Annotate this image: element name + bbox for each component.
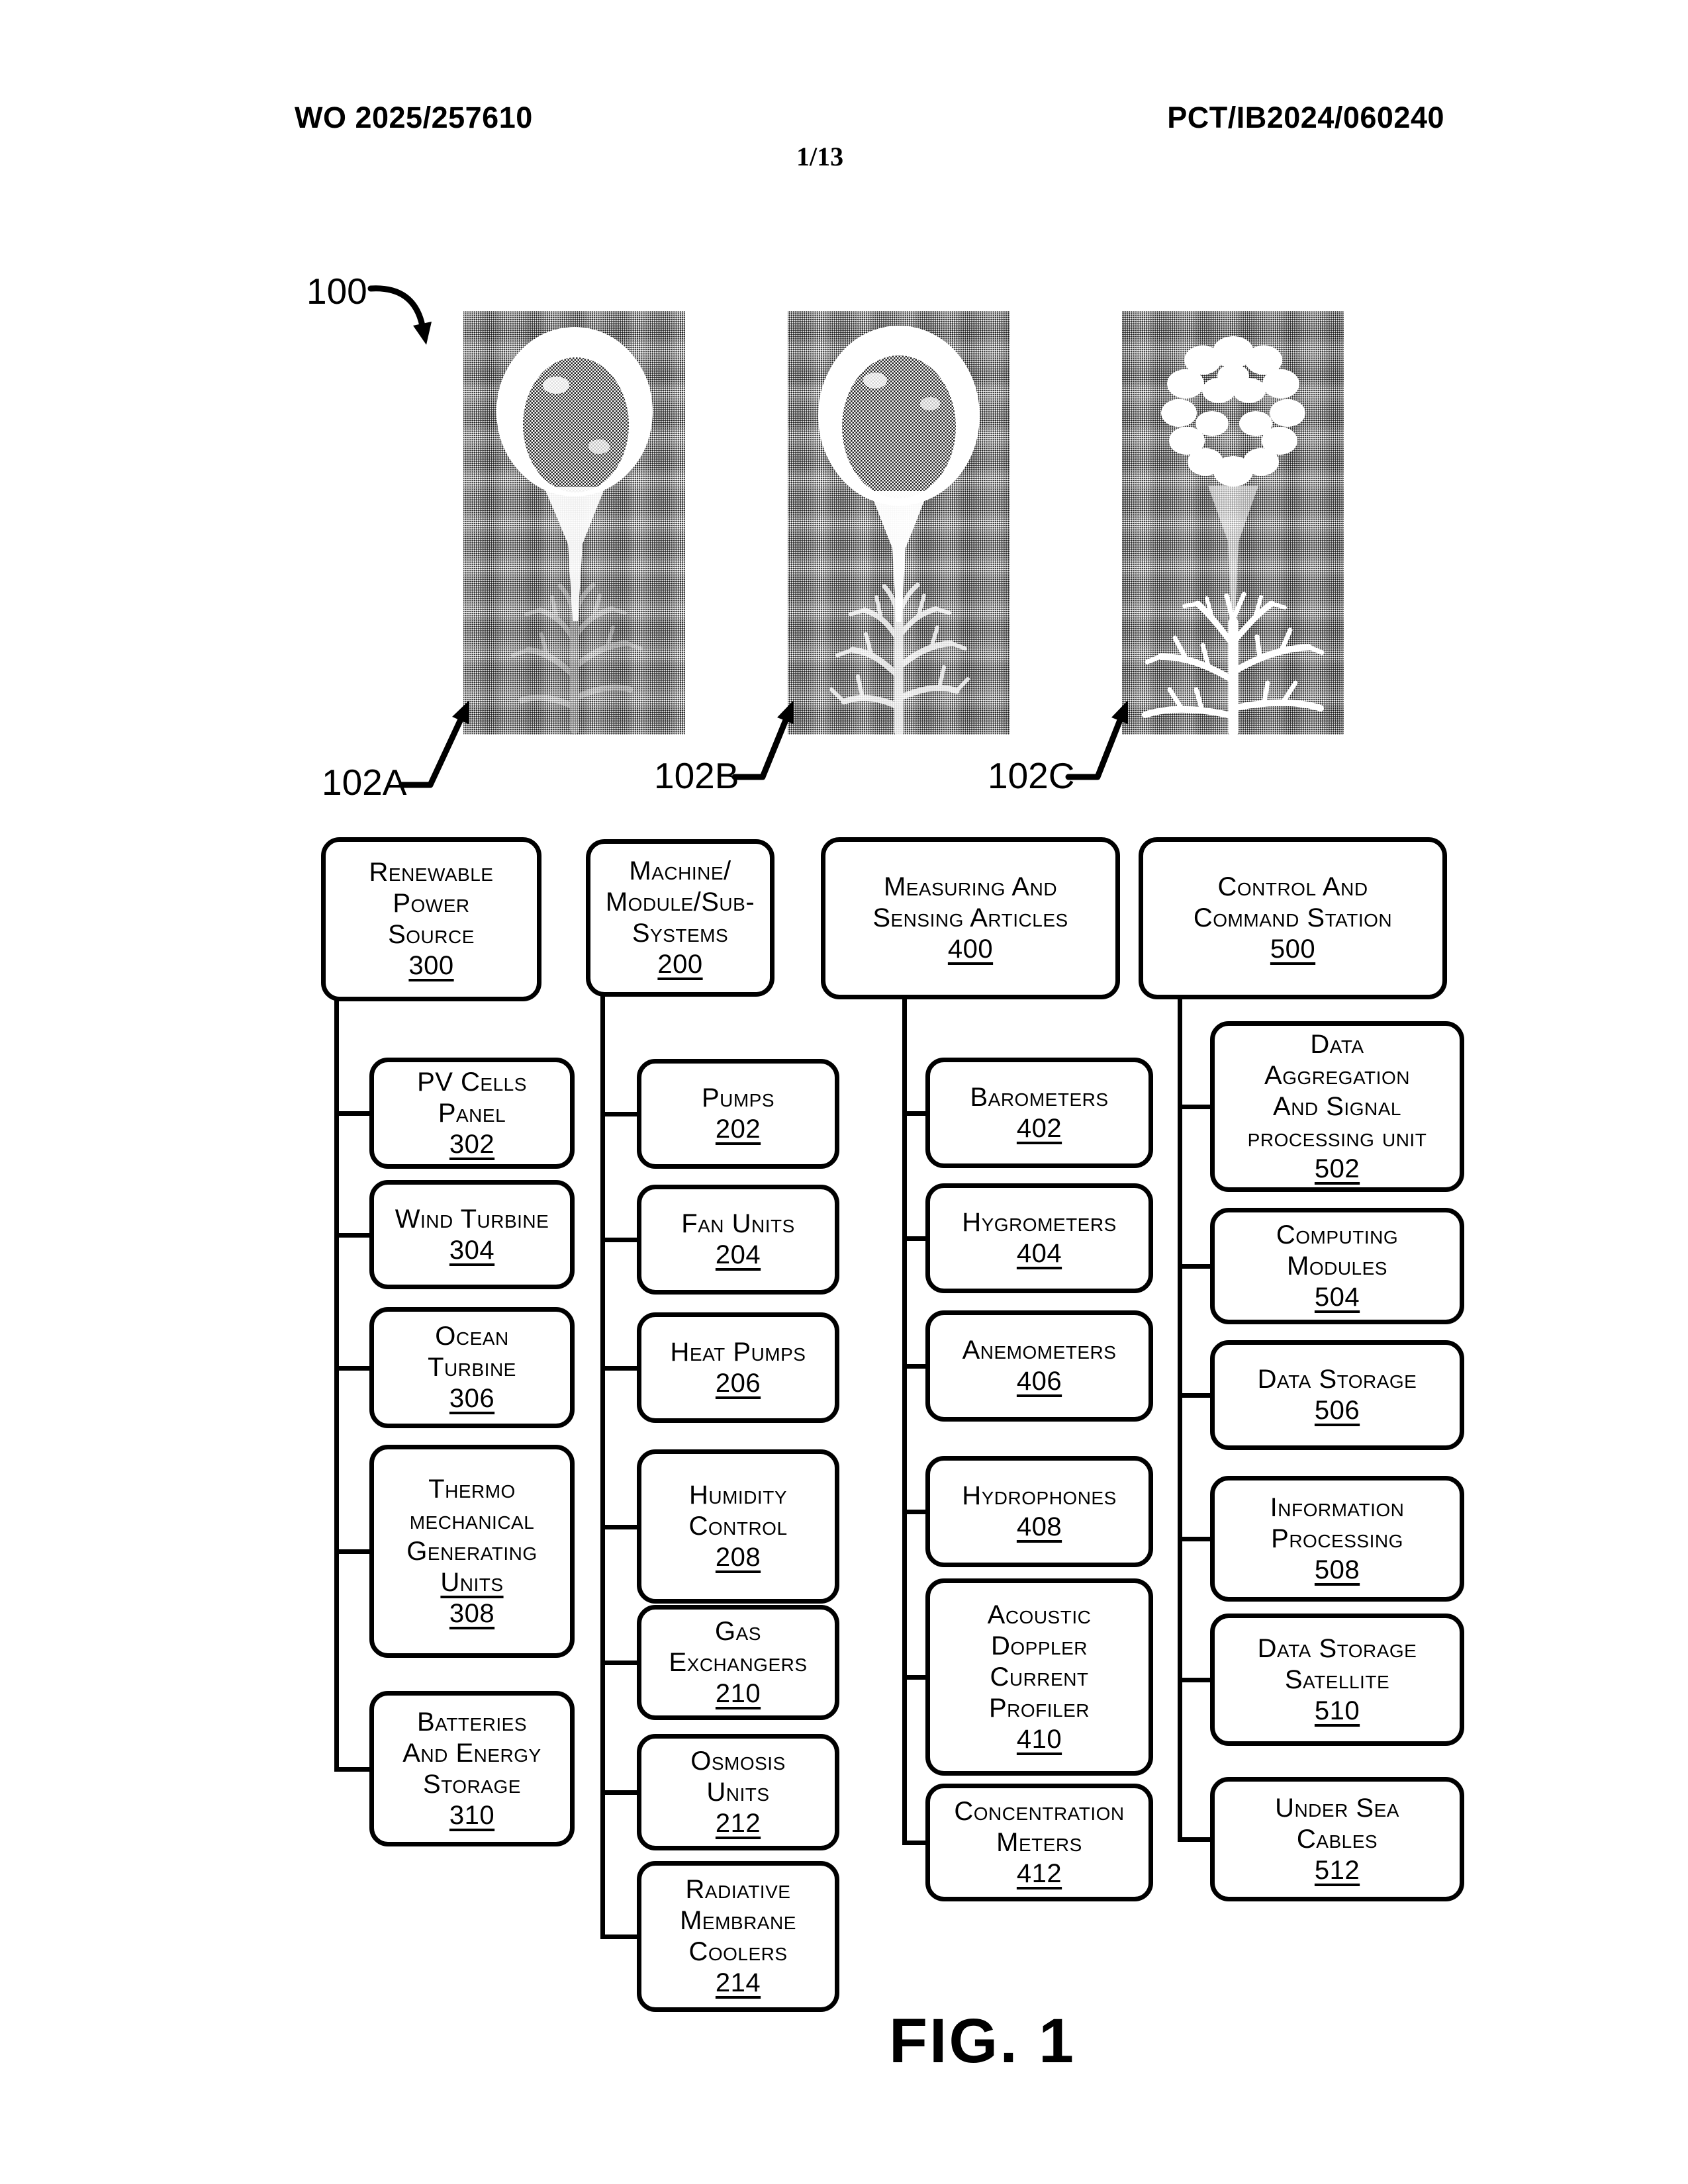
box-text-line: Meters xyxy=(996,1827,1082,1857)
child-box-208 xyxy=(637,1449,839,1604)
box-text-line: Doppler xyxy=(991,1631,1088,1661)
connector-line xyxy=(602,1112,639,1116)
box-ref-line: 210 xyxy=(715,1678,761,1708)
box-text-line: Thermo xyxy=(428,1474,516,1504)
box-text-line: Batteries xyxy=(416,1707,527,1737)
connector-line xyxy=(602,1366,639,1371)
child-box-310 xyxy=(369,1691,575,1846)
ref-100-arrow-line xyxy=(371,289,422,326)
connector-line xyxy=(602,1661,639,1665)
box-text-line: Source xyxy=(388,920,475,949)
connector-line xyxy=(1180,1393,1213,1398)
box-text-line: Current xyxy=(990,1662,1089,1692)
connector-line xyxy=(336,1767,372,1772)
box-text-line: Coolers xyxy=(688,1937,788,1966)
box-text-line: mechanical xyxy=(409,1505,535,1535)
connector-line xyxy=(1180,1264,1213,1269)
connector-line xyxy=(336,1366,372,1371)
box-text-line: Osmosis xyxy=(690,1746,786,1776)
box-ref-line: 212 xyxy=(715,1808,761,1838)
child-box-512 xyxy=(1210,1777,1464,1901)
application-number: PCT/IB2024/060240 xyxy=(1167,101,1444,134)
box-text-line: Pumps xyxy=(701,1083,775,1113)
panel-ref-label-102b: 102B xyxy=(654,755,739,796)
box-ref-line: 410 xyxy=(1016,1724,1062,1754)
box-text-line: Cables xyxy=(1296,1824,1378,1854)
box-ref-line: 208 xyxy=(715,1543,761,1572)
box-ref-line: 404 xyxy=(1016,1239,1062,1268)
box-text-line: Processing xyxy=(1271,1524,1403,1553)
connector-line xyxy=(336,1233,372,1238)
box-ref-line: 502 xyxy=(1314,1154,1360,1183)
connector-line xyxy=(1180,1678,1213,1682)
connector-line xyxy=(904,1510,928,1514)
connector-line xyxy=(602,1238,639,1242)
box-text-line: Gas xyxy=(715,1616,761,1646)
box-ref-line: 204 xyxy=(715,1240,761,1269)
box-ref-line: 504 xyxy=(1314,1282,1360,1312)
box-text-line: Renewable xyxy=(369,858,494,887)
child-box-304 xyxy=(369,1180,575,1289)
box-ref-line: 200 xyxy=(657,950,703,979)
child-box-510 xyxy=(1210,1614,1464,1746)
ref-102b-arrow-line xyxy=(735,720,786,777)
box-ref-line: Units xyxy=(440,1567,504,1597)
box-ref-line: 206 xyxy=(715,1368,761,1398)
box-text-line: Machine/ xyxy=(629,856,731,886)
box-text-line: Turbine xyxy=(428,1353,516,1382)
box-text-line: Radiative xyxy=(685,1875,791,1904)
system-ref-label: 100 xyxy=(306,271,367,312)
box-text-line: Systems xyxy=(632,919,729,948)
box-ref-line: 304 xyxy=(449,1235,495,1265)
box-text-line: Control And xyxy=(1217,872,1368,901)
panel-ref-label-102c: 102C xyxy=(988,755,1075,796)
child-box-302 xyxy=(369,1058,575,1169)
halftone-panel-102a xyxy=(463,311,685,735)
figure-caption: FIG. 1 xyxy=(889,2006,1076,2076)
child-box-402 xyxy=(925,1058,1153,1168)
box-text-line: Power xyxy=(393,889,470,918)
parent-box-500 xyxy=(1139,837,1447,999)
halftone-panel-102c xyxy=(1122,311,1344,735)
child-box-410 xyxy=(925,1578,1153,1776)
box-text-line: Data Storage xyxy=(1257,1633,1417,1663)
connector-line xyxy=(904,1236,928,1241)
box-ref-line: 500 xyxy=(1270,934,1316,964)
box-text-line: And Signal xyxy=(1273,1091,1401,1121)
connector-line xyxy=(336,1549,372,1554)
connector-line xyxy=(602,1525,639,1529)
connector-line xyxy=(602,1934,639,1939)
coral-top-view xyxy=(523,357,629,492)
box-ref-line: 302 xyxy=(449,1129,495,1159)
box-text-line: Under Sea xyxy=(1275,1793,1399,1823)
box-text-line: Generating xyxy=(406,1536,538,1566)
child-box-504 xyxy=(1210,1208,1464,1324)
connector-line xyxy=(600,994,605,1939)
box-ref-line: 412 xyxy=(1016,1858,1062,1888)
box-text-line: Membrane xyxy=(680,1906,796,1935)
box-text-line: Panel xyxy=(438,1098,506,1128)
child-box-502 xyxy=(1210,1021,1464,1192)
child-box-202 xyxy=(637,1059,839,1169)
parent-box-200 xyxy=(586,839,774,997)
box-text-line: Information xyxy=(1270,1492,1405,1522)
child-box-412 xyxy=(925,1784,1153,1901)
box-text-line: Data xyxy=(1310,1029,1364,1059)
child-box-404 xyxy=(925,1183,1153,1293)
halftone-panel-102b xyxy=(788,311,1009,735)
box-text-line: Satellite xyxy=(1284,1664,1390,1694)
box-text-line: Units xyxy=(706,1777,770,1807)
box-text-line: PV Cells xyxy=(417,1067,527,1097)
ref-102c-arrow-line xyxy=(1068,720,1120,777)
connector-line xyxy=(1180,1837,1213,1842)
box-text-line: Ocean xyxy=(435,1322,509,1351)
box-text-line: Concentration xyxy=(954,1796,1125,1826)
sheet-page-indicator: 1/13 xyxy=(796,142,844,171)
box-text-line: Data Storage xyxy=(1257,1365,1417,1394)
box-text-line: Measuring And xyxy=(883,872,1058,901)
connector-line xyxy=(904,1675,928,1680)
box-ref-line: 308 xyxy=(449,1598,495,1628)
box-ref-line: 310 xyxy=(449,1800,495,1830)
ref-102a-arrow-line xyxy=(402,719,461,785)
child-box-212 xyxy=(637,1734,839,1850)
connector-line xyxy=(1178,997,1182,1842)
box-text-line: Exchangers xyxy=(669,1647,808,1677)
child-box-204 xyxy=(637,1185,839,1295)
box-text-line: Barometers xyxy=(970,1082,1109,1112)
box-text-line: Command Station xyxy=(1193,903,1393,933)
connector-line xyxy=(1180,1105,1213,1109)
box-text-line: Sensing Articles xyxy=(872,903,1068,933)
connector-line xyxy=(602,1790,639,1795)
parent-box-300 xyxy=(321,837,541,1001)
panel-ref-label-102a: 102A xyxy=(322,762,407,803)
child-box-406 xyxy=(925,1310,1153,1422)
box-text-line: Aggregation xyxy=(1264,1060,1410,1090)
box-ref-line: 510 xyxy=(1314,1696,1360,1725)
child-box-308 xyxy=(369,1445,575,1658)
child-box-306 xyxy=(369,1307,575,1428)
box-text-line: Modules xyxy=(1287,1251,1387,1281)
box-text-line: And Energy xyxy=(402,1738,541,1768)
box-text-line: Storage xyxy=(423,1769,521,1799)
box-ref-line: 306 xyxy=(449,1384,495,1413)
box-text-line: Computing xyxy=(1276,1220,1399,1250)
box-text-line: Wind Turbine xyxy=(395,1204,549,1234)
box-ref-line: 508 xyxy=(1314,1555,1360,1584)
parent-box-400 xyxy=(821,837,1120,999)
connector-line xyxy=(904,1841,928,1845)
connector-line xyxy=(904,1364,928,1369)
box-text-line: Humidity xyxy=(689,1480,787,1510)
box-text-line: Hydrophones xyxy=(962,1481,1117,1510)
box-text-line: Hygrometers xyxy=(962,1208,1117,1237)
box-ref-line: 512 xyxy=(1314,1855,1360,1885)
connector-line xyxy=(336,1111,372,1116)
box-text-line: Control xyxy=(688,1512,788,1541)
box-text-line: Anemometers xyxy=(962,1336,1117,1365)
box-ref-line: 408 xyxy=(1016,1512,1062,1541)
box-ref-line: 300 xyxy=(408,951,454,980)
connector-line xyxy=(1180,1537,1213,1541)
box-ref-line: 506 xyxy=(1314,1396,1360,1425)
box-ref-line: 402 xyxy=(1016,1113,1062,1143)
box-ref-line: 406 xyxy=(1016,1367,1062,1396)
coral-top-view xyxy=(842,355,956,498)
child-box-214 xyxy=(637,1861,839,2012)
connector-line xyxy=(902,997,907,1845)
box-text-line: processing unit xyxy=(1247,1122,1427,1152)
box-text-line: Module/Sub- xyxy=(605,887,755,917)
box-ref-line: 214 xyxy=(715,1968,761,1997)
child-box-508 xyxy=(1210,1476,1464,1602)
box-ref-line: 202 xyxy=(715,1115,761,1144)
box-text-line: Profiler xyxy=(988,1693,1090,1723)
child-box-210 xyxy=(637,1605,839,1720)
ref-100-arrowhead xyxy=(413,322,432,345)
connector-line xyxy=(904,1111,928,1116)
box-text-line: Acoustic xyxy=(987,1600,1092,1629)
box-text-line: Fan Units xyxy=(681,1209,795,1238)
child-box-408 xyxy=(925,1456,1153,1567)
child-box-206 xyxy=(637,1312,839,1423)
box-text-line: Heat Pumps xyxy=(670,1337,806,1367)
box-ref-line: 400 xyxy=(947,934,994,964)
child-box-506 xyxy=(1210,1340,1464,1450)
publication-number: WO 2025/257610 xyxy=(295,101,533,134)
